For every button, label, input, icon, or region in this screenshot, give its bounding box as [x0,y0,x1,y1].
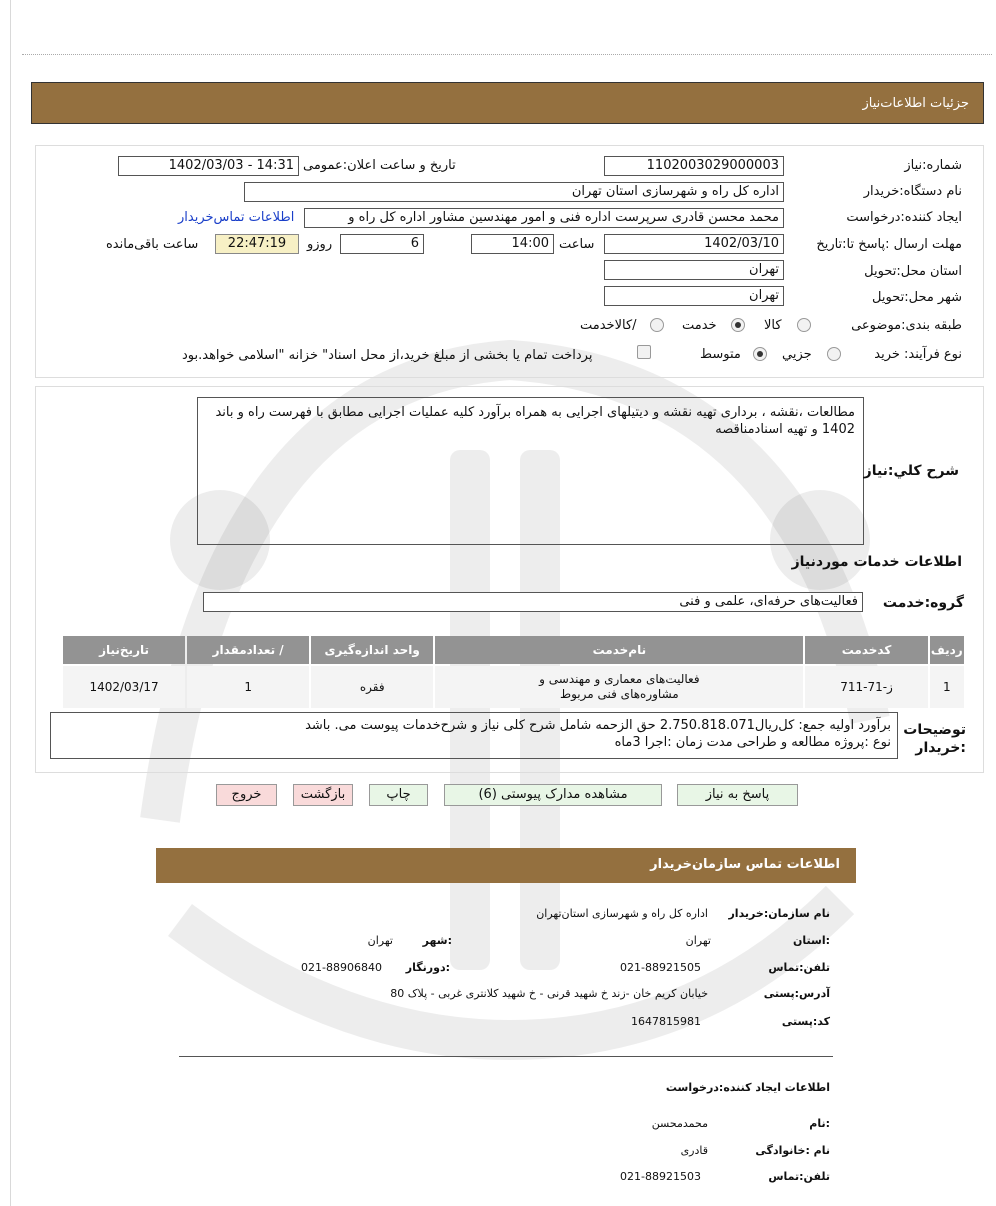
deadline-date-field: 1402/03/10 [604,234,784,254]
days-label: روزو [307,237,333,252]
col-service-name: نام‌خدمت [435,636,803,664]
contact-section-header [156,848,856,883]
need-number-field: 1102003029000003 [604,156,784,176]
category-radio-goods-service[interactable] [650,318,664,332]
remaining-timer: 22:47:19 [215,234,299,254]
buyer-notes-line1: برآورد اولیه جمع: کل‌ریال2.750.818.071 حق الزحمه شامل شرح کلی نیاز و شرح‌خدمات پیوست می. باشد [305,718,891,733]
service-group-label: گروه:خدمت [882,595,964,611]
process-radio-medium[interactable] [753,347,767,361]
remaining-label: ساعت باقی‌مانده [106,237,199,252]
contact-postal-value: 1647815981 [631,1015,701,1028]
need-description-text: مطالعات ،نقشه ، برداری تهیه نقشه و دیتیلهای اجرایی به همراه برآورد کلیه عملیات اجرایی مطابق با فهرست راه و باند 1402 و تهیه اسنادمناقصه [215,405,855,437]
category-option-goods: کالا [764,318,782,333]
announce-field: 1402/03/03 - 14:31 [118,156,299,176]
service-group-field: فعالیت‌های حرفه‌ای، علمی و فنی [203,592,863,612]
exit-button[interactable]: خروج [216,784,277,806]
service-name-text: فعالیت‌های معماری و مهندسی و مشاوره‌های فنی مربوط [539,672,700,701]
contact-phone-label: تلفن:تماس [768,961,830,974]
col-row: ردیف [930,636,964,664]
page-left-border [10,0,11,1206]
announce-label: تاریخ و ساعت اعلان:عمومی [303,158,456,173]
buyer-notes-label: توضیحات :خریدار [903,722,966,756]
buyer-notes-box [50,712,898,759]
treasury-payment-checkbox[interactable] [637,345,651,359]
contact-postal-label: کد:پستی [781,1015,830,1028]
creator-label: ایجاد کننده:درخواست [846,210,962,225]
category-radio-goods[interactable] [797,318,811,332]
buyer-org-label: نام دستگاه:خریدار [863,184,962,199]
contact-phone-value: 021-88921505 [620,961,701,974]
contact-divider [179,1056,833,1057]
buyer-contact-link[interactable]: اطلاعات تماس‌خریدار [178,210,295,225]
services-table-header [63,636,964,664]
process-option-minor: جزیي [782,347,812,362]
category-radio-service[interactable] [731,318,745,332]
reply-button[interactable]: پاسخ به نیاز [677,784,798,806]
view-documents-button[interactable]: مشاهده مدارک پیوستی (6) [444,784,662,806]
need-info-panel [35,145,984,378]
creator-name-value: محمدمحسن [651,1117,708,1130]
contact-city-label: :شهر [422,934,452,947]
city-field: تهران [604,286,784,306]
cell-row: 1 [930,666,964,708]
page-header-title: جزئیات اطلاعات‌نیاز [862,96,969,111]
buyer-notes-line2: نوع :پروژه مطالعه و طراحی مدت زمان :اجرا 3ماه [614,735,891,750]
creator-field: محمد محسن قادری سرپرست اداره فنی و امور مهندسین مشاور اداره کل راه و [304,208,784,228]
services-title: اطلاعات خدمات موردنیاز [791,554,962,570]
cell-service-name [435,666,803,708]
deadline-time-field: 14:00 [471,234,554,254]
creator-section-title: اطلاعات ایجاد کننده:درخواست [665,1081,830,1094]
contact-city-value: تهران [367,934,393,947]
category-option-goods-service: /کالاخدمت [580,318,637,333]
need-description-box [197,397,864,545]
creator-name-label: :نام [809,1117,830,1130]
cell-service-code: ز-71-711 [805,666,927,708]
creator-family-label: نام :خانوادگی [755,1144,830,1157]
buyer-org-field: اداره کل راه و شهرسازی استان تهران [244,182,784,202]
contact-fax-label: :دورنگار [405,961,450,974]
cell-need-date: 1402/03/17 [63,666,185,708]
creator-family-value: قادری [680,1144,708,1157]
contact-fax-value: 021-88906840 [301,961,382,974]
treasury-payment-note: پرداخت تمام یا بخشی از مبلغ خرید،از محل اسناد" خزانه "اسلامی خواهد.بود [182,348,593,363]
services-table [61,634,966,710]
process-option-medium: متوسط [700,347,741,362]
deadline-label: مهلت ارسال :پاسخ تا:تاریخ [816,237,962,252]
creator-phone-label: تلفن:تماس [768,1170,830,1183]
need-description-label: شرح کلي:نیاز [863,463,959,479]
col-quantity: / تعدادمقدار [187,636,309,664]
cell-quantity: 1 [187,666,309,708]
category-label: طبقه بندی:موضوعی [851,318,962,333]
process-radio-minor[interactable] [827,347,841,361]
col-need-date: تاریخ‌نیاز [63,636,185,664]
days-field: 6 [340,234,424,254]
back-button[interactable]: بازگشت [293,784,353,806]
page-header [31,82,984,124]
need-number-label: شماره:نیاز [904,158,962,173]
col-unit: واحد اندازه‌گیری [311,636,433,664]
org-name-value: اداره کل راه و شهرسازی استان‌تهران [536,907,708,920]
category-option-service: خدمت [682,318,717,333]
org-name-label: نام سازمان:خریدار [728,907,830,920]
print-button[interactable]: چاپ [369,784,428,806]
cell-unit: فقره [311,666,433,708]
creator-phone-value: 021-88921503 [620,1170,701,1183]
contact-address-value: خیابان کریم خان -زند خ شهید قرنی - خ شهید کلانتری غربی - پلاک 80 [390,987,708,1000]
contact-province-value: تهران [685,934,711,947]
process-label: نوع فرآیند: خرید [874,347,962,362]
contact-province-label: :استان [793,934,830,947]
province-field: تهران [604,260,784,280]
col-service-code: کدخدمت [805,636,927,664]
province-label: استان محل:تحویل [864,264,962,279]
deadline-hour-label: ساعت [559,237,595,252]
table-row [63,666,964,708]
contact-address-label: آدرس:پستی [763,987,830,1000]
city-label: شهر محل:تحویل [872,290,962,305]
top-divider [22,54,992,55]
contact-section-title: اطلاعات تماس سازمان‌خریدار [650,857,840,872]
